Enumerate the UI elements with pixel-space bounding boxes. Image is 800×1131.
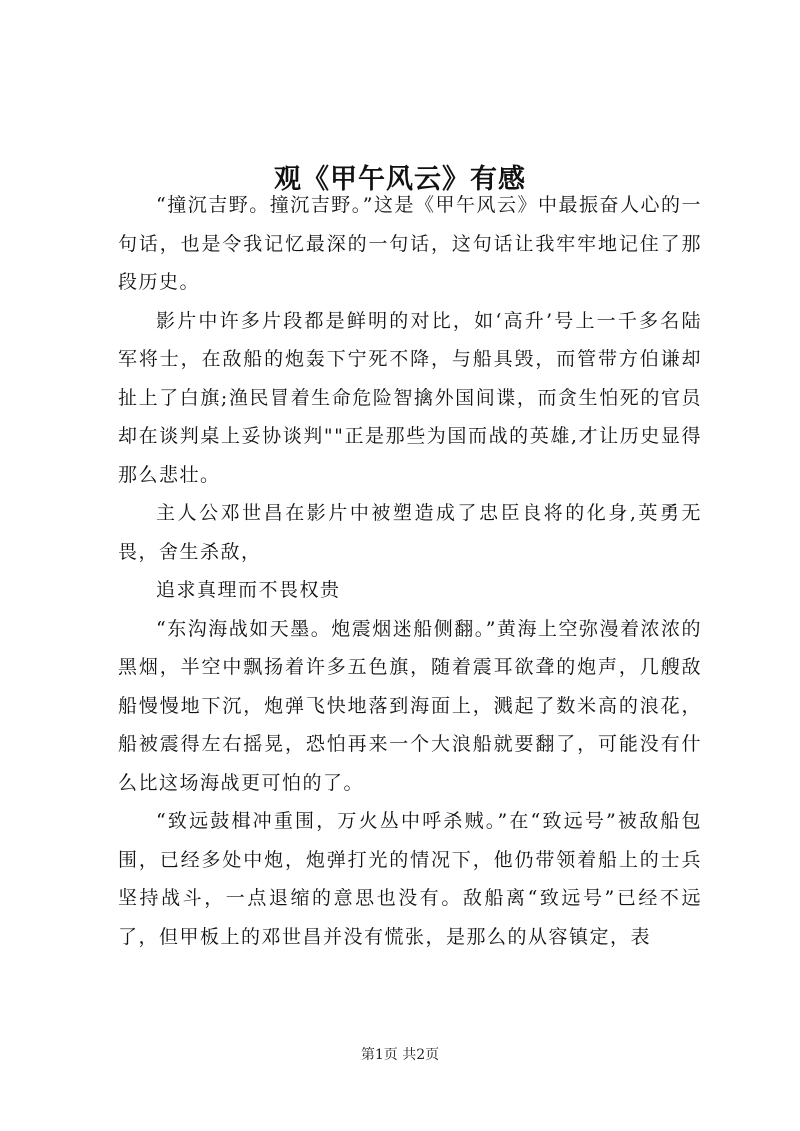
page-title: 观《甲午风云》有感: [274, 164, 526, 196]
paragraph-1: “撞沉吉野。撞沉吉野。”这是《甲午风云》中最振奋人心的一句话，也是令我记忆最深的一句话，这句话让我牢牢地记住了那段历史。: [118, 194, 702, 293]
paragraph-5: “东沟海战如天墨。炮震烟迷船侧翻。”黄海上空弥漫着浓浓的黑烟，半空中飘扬着许多五色旗，随着震耳欲聋的炮声，几艘敌船慢慢地下沉，炮弹飞快地落到海面上，溅起了数米高的浪花，船被震得左右摇晃，恐怕再来一个大浪船就要翻了，可能没有什么比这场海战更可怕的了。: [118, 617, 702, 794]
paragraph-6: “致远鼓楫冲重围，万火丛中呼杀贼。”在“致远号”被敌船包围，已经多处中炮，炮弹打光的情况下，他仍带领着船上的士兵坚持战斗，一点退缩的意思也没有。敌船离“致远号”已经不远了，但甲板上的邓世昌并没有慌张，是那么的从容镇定，表: [118, 810, 702, 948]
paragraph-2: 影片中许多片段都是鲜明的对比，如‘高升’号上一千多名陆军将士，在敌船的炮轰下宁死不降，与船具毁，而管带方伯谦却扯上了白旗;渔民冒着生命危险智擒外国间谍，而贪生怕死的官员却在谈判桌上妥协谈判""正是那些为国而战的英雄,才让历史显得那么悲壮。: [118, 309, 702, 486]
page-footer: 第1页 共2页: [360, 1047, 440, 1063]
document-body: [118, 186, 702, 956]
paragraph-4: 追求真理而不畏权贵: [156, 579, 341, 601]
paragraph-3: 主人公邓世昌在影片中被塑造成了忠臣良将的化身,英勇无畏，舍生杀敌，: [118, 502, 702, 563]
